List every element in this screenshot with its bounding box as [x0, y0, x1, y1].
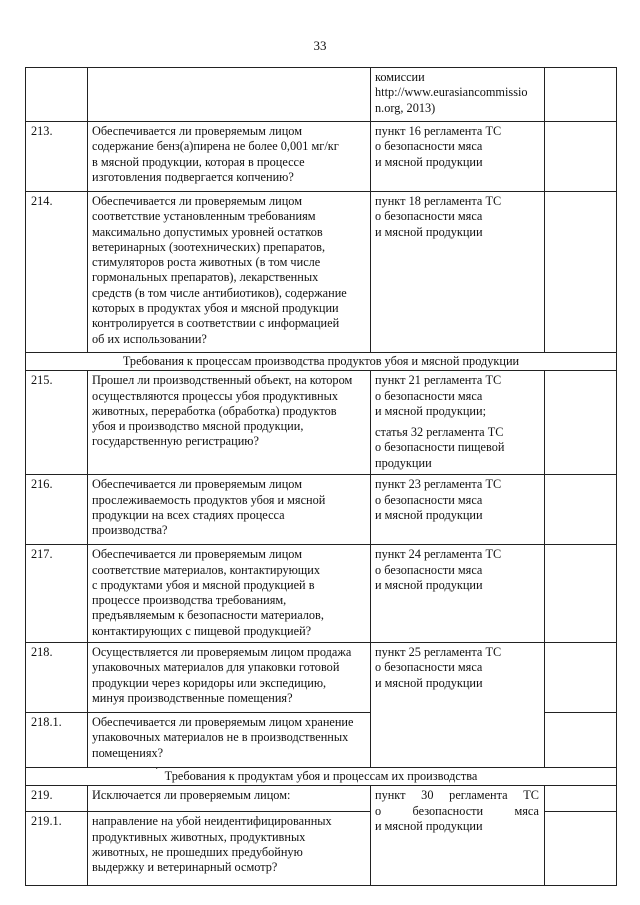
reference-line: о безопасности мяса: [375, 388, 483, 403]
answer-cell: [545, 786, 617, 812]
question-line: Обеспечивается ли проверяемым лицом хранение: [92, 715, 354, 730]
item-number: 215.: [26, 371, 88, 475]
question-cell: [88, 545, 371, 643]
reference-line: пункт 30 регламента ТС: [375, 788, 539, 803]
question-line: Обеспечивается ли проверяемым лицом: [92, 194, 302, 208]
question-cell: [88, 192, 371, 353]
answer-cell: [545, 192, 617, 353]
question-line: помещениях?: [92, 745, 164, 760]
question-line: которых в продуктах убоя и мясной продукции: [92, 301, 339, 316]
table-row: [26, 122, 617, 192]
question-line: упаковочных материалов для упаковки готовой: [92, 660, 340, 675]
answer-cell: [545, 475, 617, 545]
question-line: Осуществляется ли проверяемым лицом продажа: [92, 645, 352, 660]
reference-cell: [371, 192, 545, 353]
table-row: [26, 786, 617, 812]
reference-line: о безопасности пищевой: [375, 440, 505, 455]
question-line: ветеринарных (зоотехнических) препаратов,: [92, 239, 326, 254]
reference-cell: [371, 786, 545, 886]
table-row: [26, 371, 617, 475]
question-cell: [88, 68, 371, 122]
table-row: [26, 545, 617, 643]
section-heading: Требования к продуктам убоя и процессам их производства: [26, 768, 617, 786]
question-line: животных, не прошедших предубойную: [92, 844, 303, 859]
reference-line: о безопасности мяса: [375, 209, 483, 224]
table-row: [26, 643, 617, 713]
item-number: 219.: [26, 786, 88, 812]
question-line: государственную регистрацию?: [92, 434, 259, 449]
question-cell: [88, 812, 371, 886]
item-number: 218.1.: [26, 713, 88, 768]
reference-cell: [371, 475, 545, 545]
reference-line: о безопасности мяса: [375, 660, 483, 675]
question-line: направление на убой неидентифицированных: [92, 814, 332, 829]
section-row: [26, 353, 617, 371]
answer-cell: [545, 68, 617, 122]
scan-mark: ·: [155, 764, 159, 775]
reference-line: пункт 24 регламента ТС: [375, 547, 502, 562]
reference-line: о безопасности мяса: [375, 562, 483, 577]
question-line: продукции через коридоры или экспедицию,: [92, 675, 327, 690]
reference-cell: [371, 371, 545, 475]
question-line: Прошел ли производственный объект, на котором: [92, 373, 353, 388]
reference-line: и мясной продукции: [375, 675, 483, 690]
question-line: продуктивных животных, продуктивных: [92, 829, 306, 844]
question-line: средств (в том числе антибиотиков), содержание: [92, 285, 347, 300]
reference-cell: [371, 122, 545, 192]
question-line: об их использовании?: [92, 331, 207, 346]
question-line: соответствие материалов, контактирующих: [92, 562, 320, 577]
table-row: [26, 68, 617, 122]
question-line: изготовления подвергается копчению?: [92, 169, 294, 184]
reference-line: http://www.eurasiancommissio: [375, 85, 528, 100]
reference-block: [375, 425, 539, 471]
question-line: гормональных препаратов), лекарственных: [92, 270, 319, 285]
item-number: 217.: [26, 545, 88, 643]
question-line: предъявляемым к безопасности материалов,: [92, 608, 324, 623]
answer-cell: [545, 122, 617, 192]
question-line: убоя и производство мясной продукции,: [92, 419, 304, 434]
question-line: прослеживаемость продуктов убоя и мясной: [92, 492, 326, 507]
reference-line: и мясной продукции;: [375, 403, 486, 418]
item-number: 218.: [26, 643, 88, 713]
reference-cell: [371, 643, 545, 768]
question-line: максимально допустимых уровней остатков: [92, 224, 323, 239]
question-line: Обеспечивается ли проверяемым лицом: [92, 477, 302, 492]
question-cell: [88, 786, 371, 812]
question-line: продукции на всех стадиях процесса: [92, 507, 285, 522]
question-line: Обеспечивается ли проверяемым лицом: [92, 547, 302, 562]
question-line: контактирующих с пищевой продукцией?: [92, 623, 312, 638]
answer-cell: [545, 371, 617, 475]
reference-line: пункт 25 регламента ТС: [375, 645, 502, 660]
reference-line: и мясной продукции: [375, 154, 483, 169]
item-number: 216.: [26, 475, 88, 545]
question-line: контролируется в соответствии с информацией: [92, 316, 340, 331]
reference-line: продукции: [375, 455, 432, 470]
reference-cell: [371, 545, 545, 643]
question-line: с продуктами убоя и мясной продукцией в: [92, 577, 315, 592]
question-line: упаковочных материалов не в производственных: [92, 730, 349, 745]
reference-line: статья 32 регламента ТС: [375, 425, 504, 440]
reference-line: пункт 21 регламента ТС: [375, 373, 502, 388]
question-cell: [88, 713, 371, 768]
question-line: Обеспечивается ли проверяемым лицом: [92, 124, 302, 138]
answer-cell: [545, 643, 617, 713]
question-line: процессе производства требованиям,: [92, 593, 287, 608]
reference-line: комиссии: [375, 70, 425, 84]
question-cell: [88, 122, 371, 192]
item-number: 213.: [26, 122, 88, 192]
question-line: производства?: [92, 523, 168, 538]
reference-line: и мясной продукции: [375, 818, 483, 833]
answer-cell: [545, 545, 617, 643]
section-heading: Требования к процессам производства продуктов убоя и мясной продукции: [26, 353, 617, 371]
answer-cell: [545, 713, 617, 768]
question-line: соответствие установленным требованиям: [92, 209, 316, 224]
question-line: содержание бенз(а)пирена не более 0,001 мг/кг: [92, 139, 339, 154]
item-number: 219.1.: [26, 812, 88, 886]
item-number: [26, 68, 88, 122]
question-cell: [88, 371, 371, 475]
reference-line: о безопасности мяса: [375, 803, 539, 818]
question-cell: [88, 643, 371, 713]
reference-line: и мясной продукции: [375, 577, 483, 592]
reference-line: о безопасности мяса: [375, 492, 483, 507]
reference-line: о безопасности мяса: [375, 139, 483, 154]
question-line: стимуляторов роста животных (в том числе: [92, 255, 321, 270]
requirements-table: [25, 67, 617, 886]
reference-line: и мясной продукции: [375, 224, 483, 239]
reference-line: пункт 18 регламента ТС: [375, 194, 502, 208]
question-line: в мясной продукции, которая в процессе: [92, 154, 305, 169]
table-row: [26, 192, 617, 353]
answer-cell: [545, 812, 617, 886]
reference-line: пункт 23 регламента ТС: [375, 477, 502, 492]
question-line: Исключается ли проверяемым лицом:: [92, 788, 291, 803]
table-row: [26, 475, 617, 545]
question-line: осуществляются процессы убоя продуктивных: [92, 388, 338, 403]
reference-line: пункт 16 регламента ТС: [375, 124, 502, 138]
page-number: 33: [313, 38, 327, 53]
reference-line: и мясной продукции: [375, 507, 483, 522]
item-number: 214.: [26, 192, 88, 353]
section-row: [26, 768, 617, 786]
question-line: минуя производственные помещения?: [92, 690, 293, 705]
question-cell: [88, 475, 371, 545]
reference-line: n.org, 2013): [375, 100, 436, 115]
question-line: животных, переработка (обработка) продуктов: [92, 403, 337, 418]
reference-cell: [371, 68, 545, 122]
question-line: выдержку и ветеринарный осмотр?: [92, 860, 278, 875]
